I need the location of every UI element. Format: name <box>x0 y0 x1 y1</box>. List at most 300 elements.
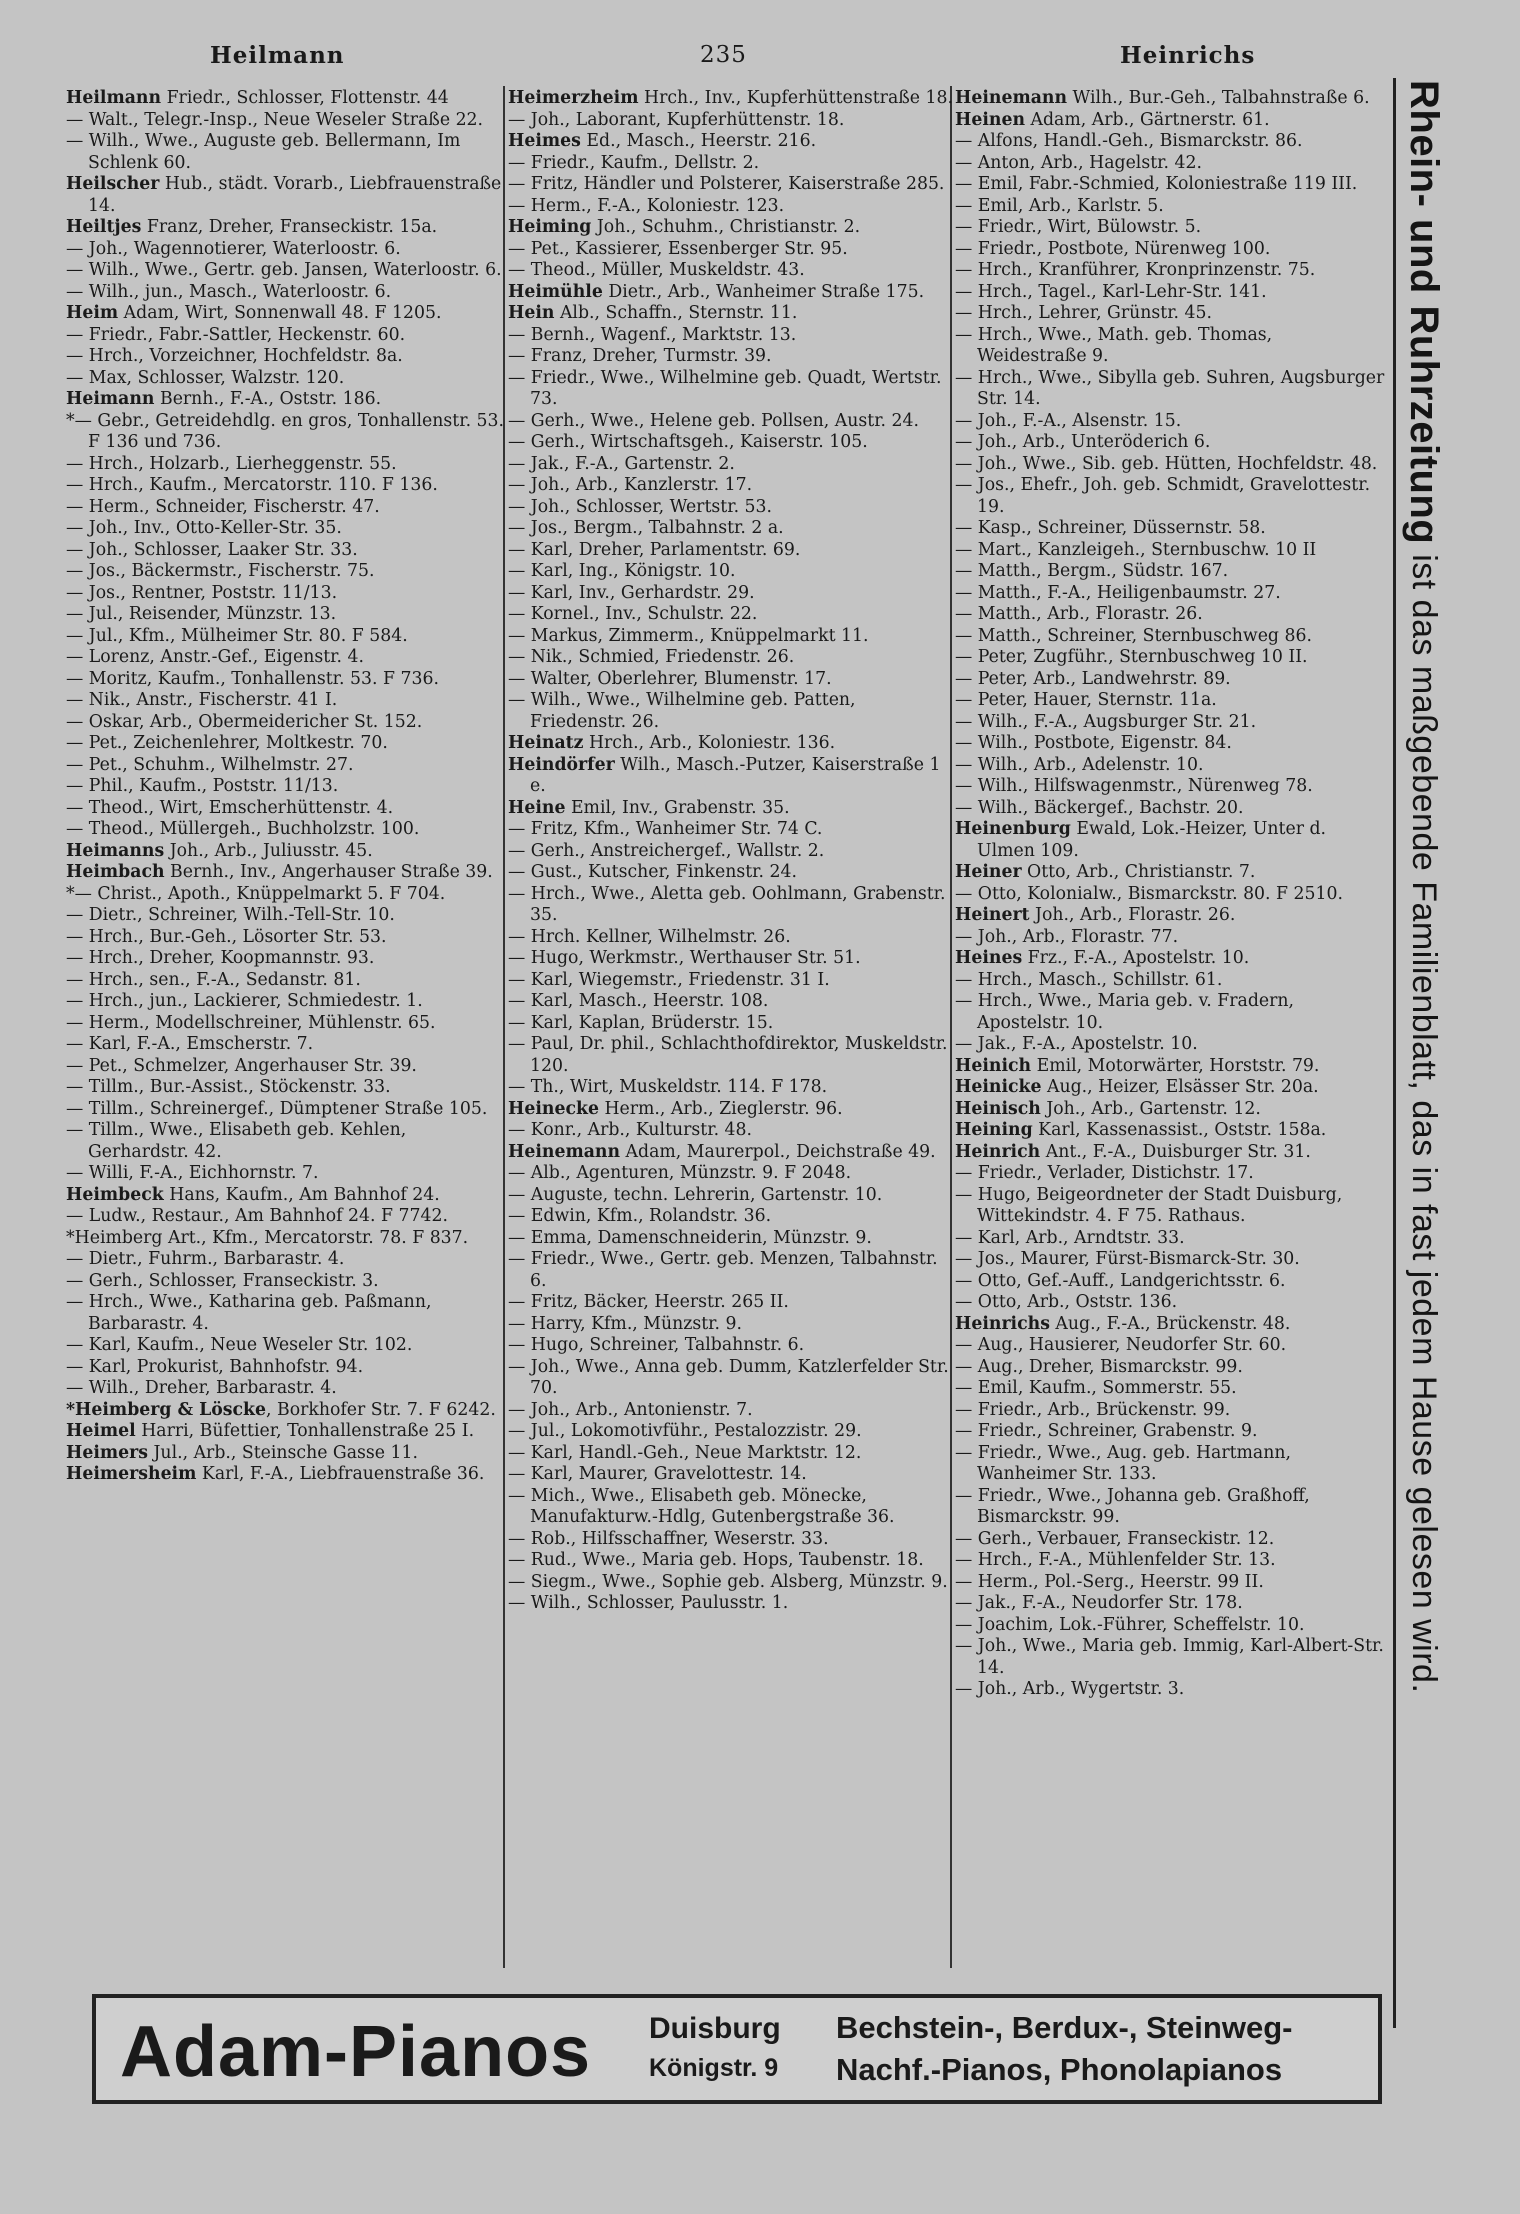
entry-details: — Jul., Kfm., Mülheimer Str. 80. F 584. <box>66 625 408 646</box>
entry-details: — Karl, Arb., Arndtstr. 33. <box>955 1227 1185 1248</box>
running-head-right: Heinrichs <box>1120 42 1256 69</box>
directory-entry <box>508 540 953 562</box>
entry-details: — Hrch. Kellner, Wilhelmstr. 26. <box>508 926 791 947</box>
directory-entry <box>955 970 1385 992</box>
directory-entry <box>66 1421 506 1443</box>
directory-entry <box>508 1206 953 1228</box>
entry-surname: Heimes <box>508 131 581 151</box>
entry-details: — Alfons, Handl.-Geh., Bismarckstr. 86. <box>955 131 1303 151</box>
directory-entry <box>955 88 1385 110</box>
directory-entry <box>66 110 506 132</box>
sidebar-rest: ist das maßgebende Familienblatt, das in fast jedem Hause gelesen wird. <box>1405 544 1443 1694</box>
directory-entry <box>66 1185 506 1207</box>
directory-entry <box>508 368 953 411</box>
entry-details: Otto, Arb., Christianstr. 7. <box>1021 862 1256 882</box>
directory-entry <box>508 1314 953 1336</box>
directory-entry <box>508 1421 953 1443</box>
entry-details: — Pet., Zeichenlehrer, Moltkestr. 70. <box>66 733 388 753</box>
entry-details: — Fritz, Kfm., Wanheimer Str. 74 C. <box>508 819 823 839</box>
directory-entry <box>508 1228 953 1250</box>
entry-details: Aug., Heizer, Elsässer Str. 20a. <box>1041 1077 1319 1097</box>
directory-entry <box>955 1314 1385 1336</box>
directory-entry <box>508 1163 953 1185</box>
entry-details: — Phil., Kaufm., Poststr. 11/13. <box>66 776 339 796</box>
entry-details: — Karl, Wiegemstr., Friedenstr. 31 I. <box>508 969 830 990</box>
entry-surname: Heiming <box>508 217 592 237</box>
directory-entry <box>508 1120 953 1142</box>
directory-entry <box>955 1357 1385 1379</box>
directory-entry <box>508 991 953 1013</box>
directory-entry <box>66 131 506 174</box>
directory-entry <box>508 819 953 841</box>
entry-details: Joh., Schuhm., Christianstr. 2. <box>591 217 861 237</box>
directory-entry <box>66 647 506 669</box>
entry-details: — Theod., Müller, Muskeldstr. 43. <box>508 260 805 280</box>
entry-details: — Friedr., Wwe., Johanna geb. Graßhoff, Bismarckstr. 99. <box>955 1485 1310 1527</box>
entry-details: — Joh., Arb., Unteröderich 6. <box>955 432 1211 452</box>
entry-details: — Wilh., Dreher, Barbarastr. 4. <box>66 1378 337 1398</box>
entry-details: — Pet., Schmelzer, Angerhauser Str. 39. <box>66 1055 417 1076</box>
directory-entry <box>955 862 1385 884</box>
directory-entry <box>955 690 1385 712</box>
directory-entry <box>955 905 1385 927</box>
entry-details: — Wilh., Postbote, Eigenstr. 84. <box>955 733 1232 753</box>
directory-entry <box>508 1185 953 1207</box>
column-3 <box>955 88 1385 1701</box>
entry-details: — Gerh., Wirtschaftsgeh., Kaiserstr. 105. <box>508 432 868 452</box>
entry-details: Ant., F.-A., Duisburger Str. 31. <box>1040 1141 1311 1162</box>
directory-entry <box>66 819 506 841</box>
entry-details: — Wilh., Wwe., Wilhelmine geb. Patten, Friedenstr. 26. <box>508 690 856 732</box>
directory-entry <box>955 583 1385 605</box>
entry-details: — Nik., Schmied, Friedenstr. 26. <box>508 647 795 667</box>
directory-entry <box>66 1271 506 1293</box>
directory-entry <box>66 1077 506 1099</box>
entry-details: Emil, Inv., Grabenstr. 35. <box>565 797 790 818</box>
entry-details: — Siegm., Wwe., Sophie geb. Alsberg, Münzstr. 9. <box>508 1571 948 1592</box>
directory-entry <box>955 1378 1385 1400</box>
entry-details: — Jos., Bäckermstr., Fischerstr. 75. <box>66 561 375 581</box>
entry-details: — Auguste, techn. Lehrerin, Gartenstr. 10. <box>508 1184 883 1205</box>
directory-entry <box>66 368 506 390</box>
entry-surname: Heines <box>955 948 1023 968</box>
entry-details: — Nik., Anstr., Fischerstr. 41 I. <box>66 690 338 710</box>
entry-details: — Hrch., jun., Lackierer, Schmiedestr. 1. <box>66 991 423 1011</box>
entry-details: — Hugo, Werkmstr., Werthauser Str. 51. <box>508 948 861 968</box>
entry-details: Aug., F.-A., Brückenstr. 48. <box>1049 1313 1291 1334</box>
directory-entry <box>955 411 1385 433</box>
directory-entry <box>955 282 1385 304</box>
directory-entry <box>508 1464 953 1486</box>
directory-entry <box>955 1529 1385 1551</box>
directory-entry <box>955 1249 1385 1271</box>
entry-details: — Theod., Müllergeh., Buchholzstr. 100. <box>66 819 420 839</box>
entry-details: — Alb., Agenturen, Münzstr. 9. F 2048. <box>508 1163 852 1183</box>
directory-entry <box>66 1013 506 1035</box>
entry-details: — Joh., Arb., Florastr. 77. <box>955 926 1179 947</box>
ad-city: Duisburg <box>649 2012 781 2045</box>
directory-entry <box>955 626 1385 648</box>
directory-entry <box>508 432 953 454</box>
entry-details: — Karl, Kaplan, Brüderstr. 15. <box>508 1012 774 1033</box>
entry-details: — Hrch., Lehrer, Grünstr. 45. <box>955 303 1213 323</box>
directory-entry <box>508 669 953 691</box>
directory-entry <box>508 1357 953 1400</box>
entry-details: — Karl, Maurer, Gravelottestr. 14. <box>508 1464 807 1484</box>
entry-details: — Wilh., jun., Masch., Waterloostr. 6. <box>66 281 392 302</box>
entry-details: — Emil, Fabr.-Schmied, Koloniestraße 119 III. <box>955 174 1358 194</box>
directory-entry <box>955 1572 1385 1594</box>
entry-details: Ewald, Lok.-Heizer, Unter d. Ulmen 109. <box>977 819 1327 861</box>
directory-entry <box>508 1529 953 1551</box>
directory-entry <box>508 325 953 347</box>
directory-entry <box>508 1572 953 1594</box>
directory-entry <box>66 217 506 239</box>
directory-entry <box>66 540 506 562</box>
entry-details: — Karl, Masch., Heerstr. 108. <box>508 991 769 1011</box>
entry-details: Friedr., Schlosser, Flottenstr. 44 <box>161 88 449 108</box>
entry-details: — Joh., Schlosser, Wertstr. 53. <box>508 496 773 517</box>
entry-surname: Heinemann <box>508 1141 621 1162</box>
directory-entry <box>955 1034 1385 1056</box>
entry-details: — Friedr., Postbote, Nürenweg 100. <box>955 238 1271 259</box>
entry-details: — Tillm., Bur.-Assist., Stöckenstr. 33. <box>66 1077 391 1097</box>
directory-entry <box>66 497 506 519</box>
directory-entry <box>955 1292 1385 1314</box>
entry-details: — Markus, Zimmerm., Knüppelmarkt 11. <box>508 625 869 646</box>
entry-details: Frz., F.-A., Apostelstr. 10. <box>1022 948 1250 968</box>
entry-details: Joh., Arb., Gartenstr. 12. <box>1040 1098 1261 1119</box>
entry-details: — Wilh., F.-A., Augsburger Str. 21. <box>955 711 1257 732</box>
entry-surname: Heim <box>66 303 119 323</box>
entry-details: Wilh., Bur.-Geh., Talbahnstraße 6. <box>1067 88 1370 108</box>
directory-entry <box>66 1120 506 1163</box>
directory-entry <box>66 1056 506 1078</box>
entry-details: Ed., Masch., Heerstr. 216. <box>580 131 817 151</box>
directory-entry <box>66 626 506 648</box>
entry-surname: Heimbach <box>66 862 165 882</box>
directory-entry <box>955 540 1385 562</box>
entry-details: Adam, Wirt, Sonnenwall 48. F 1205. <box>118 303 442 323</box>
entry-details: — Th., Wirt, Muskeldstr. 114. F 178. <box>508 1077 828 1097</box>
directory-entry <box>955 260 1385 282</box>
directory-entry <box>955 1486 1385 1529</box>
directory-entry <box>955 991 1385 1034</box>
directory-entry <box>508 884 953 927</box>
directory-entry <box>66 239 506 261</box>
entry-surname: Heindörfer <box>508 754 615 775</box>
directory-entry <box>955 1400 1385 1422</box>
directory-entry <box>66 1400 506 1422</box>
entry-details: Franz, Dreher, Franseckistr. 15a. <box>141 217 438 237</box>
directory-entry <box>66 927 506 949</box>
directory-entry <box>508 604 953 626</box>
entry-surname: Heilmann <box>66 88 162 108</box>
entry-details: — Otto, Arb., Oststr. 136. <box>955 1292 1178 1312</box>
directory-entry <box>508 1013 953 1035</box>
entry-details: — Friedr., Arb., Brückenstr. 99. <box>955 1399 1231 1420</box>
directory-entry <box>66 282 506 304</box>
entry-details: — Lorenz, Anstr.-Gef., Eigenstr. 4. <box>66 647 364 667</box>
directory-entry <box>508 583 953 605</box>
directory-entry <box>508 1142 953 1164</box>
entry-details: Hub., städt. Vorarb., Liebfrauenstraße 14. <box>88 174 502 216</box>
directory-entry <box>508 346 953 368</box>
entry-surname: Heine <box>508 797 566 818</box>
entry-details: — Herm., Schneider, Fischerstr. 47. <box>66 496 380 517</box>
entry-surname: Heilscher <box>66 174 160 194</box>
entry-surname: Heinemann <box>955 88 1068 108</box>
entry-details: — Wilh., Hilfswagenmstr., Nürenweg 78. <box>955 776 1313 796</box>
entry-details: Karl, F.-A., Liebfrauenstraße 36. <box>196 1464 485 1484</box>
entry-details: — Franz, Dreher, Turmstr. 39. <box>508 346 772 366</box>
directory-entry <box>955 1120 1385 1142</box>
directory-entry <box>955 368 1385 411</box>
entry-details: — Kasp., Schreiner, Düssernstr. 58. <box>955 518 1266 538</box>
directory-entry <box>66 454 506 476</box>
entry-details: *— Christ., Apoth., Knüppelmarkt 5. F 704. <box>66 883 446 904</box>
entry-details: — Emil, Kaufm., Sommerstr. 55. <box>955 1378 1237 1398</box>
entry-details: — Gust., Kutscher, Finkenstr. 24. <box>508 862 797 882</box>
directory-entry <box>66 1378 506 1400</box>
directory-entry <box>66 518 506 540</box>
directory-entry <box>508 841 953 863</box>
entry-surname: Heinisch <box>955 1098 1041 1119</box>
entry-details: — Ludw., Restaur., Am Bahnhof 24. F 7742. <box>66 1206 448 1226</box>
entry-details: — Dietr., Fuhrm., Barbarastr. 4. <box>66 1249 345 1269</box>
entry-details: — Emil, Arb., Karlstr. 5. <box>955 195 1164 216</box>
directory-entry <box>66 1292 506 1335</box>
directory-entry <box>508 153 953 175</box>
directory-entry <box>66 1206 506 1228</box>
entry-details: — Hrch., Wwe., Maria geb. v. Fradern, Apostelstr. 10. <box>955 991 1295 1033</box>
entry-details: — Friedr., Wwe., Aug. geb. Hartmann, Wanheimer Str. 133. <box>955 1442 1291 1484</box>
entry-details: — Hrch., Vorzeichner, Hochfeldstr. 8a. <box>66 346 403 366</box>
directory-entry <box>955 1335 1385 1357</box>
entry-details: — Pet., Kassierer, Essenberger Str. 95. <box>508 238 848 259</box>
directory-entry <box>955 1615 1385 1637</box>
directory-entry <box>508 1443 953 1465</box>
entry-details: — Joh., Wwe., Anna geb. Dumm, Katzlerfelder Str. 70. <box>508 1356 949 1398</box>
column-1 <box>66 88 506 1486</box>
entry-details: — Walter, Oberlehrer, Blumenstr. 17. <box>508 668 832 689</box>
entry-details: — Friedr., Wirt, Bülowstr. 5. <box>955 217 1202 237</box>
entry-details: — Friedr., Fabr.-Sattler, Heckenstr. 60. <box>66 324 406 345</box>
entry-details: — Hrch., Wwe., Katharina geb. Paßmann, Barbarastr. 4. <box>66 1292 432 1334</box>
entry-details: — Karl, Prokurist, Bahnhofstr. 94. <box>66 1356 364 1377</box>
entry-details: — Fritz, Bäcker, Heerstr. 265 II. <box>508 1292 789 1312</box>
directory-entry <box>508 131 953 153</box>
ad-brands-line-2: Nachf.-Pianos, Phonolapianos <box>836 2052 1283 2087</box>
entry-details: — Gerh., Wwe., Helene geb. Pollsen, Austr. 24. <box>508 410 920 431</box>
entry-details: — Wilh., Wwe., Auguste geb. Bellermann, Im Schlenk 60. <box>66 131 461 173</box>
entry-details: — Max, Schlosser, Walzstr. 120. <box>66 367 345 388</box>
entry-details: — Friedr., Wwe., Wilhelmine geb. Quadt, Wertstr. 73. <box>508 367 942 409</box>
directory-entry <box>955 454 1385 476</box>
entry-details: — Wilh., Schlosser, Paulusstr. 1. <box>508 1593 789 1613</box>
entry-details: *— Gebr., Getreidehdlg. en gros, Tonhallenstr. 53. F 136 und 736. <box>66 410 505 452</box>
column-2 <box>508 88 953 1615</box>
directory-entry <box>66 1249 506 1271</box>
entry-details: — Dietr., Schreiner, Wilh.-Tell-Str. 10. <box>66 905 395 925</box>
entry-details: — Joh., Wwe., Sib. geb. Hütten, Hochfeldstr. 48. <box>955 453 1378 474</box>
directory-entry <box>508 1099 953 1121</box>
ad-street: Königstr. 9 <box>649 2054 779 2082</box>
entry-details: — Bernh., Wagenf., Marktstr. 13. <box>508 324 797 345</box>
entry-details: — Fritz, Händler und Polsterer, Kaiserstraße 285. <box>508 174 945 194</box>
directory-entry <box>508 647 953 669</box>
directory-entry <box>66 1357 506 1379</box>
directory-entry <box>508 1034 953 1077</box>
directory-entry <box>66 1464 506 1486</box>
directory-entry <box>955 217 1385 239</box>
entry-details: — Joh., Arb., Kanzlerstr. 17. <box>508 475 753 495</box>
directory-entry <box>508 196 953 218</box>
piano-advert <box>92 1994 1382 2104</box>
entry-details: — Joh., Arb., Wygertstr. 3. <box>955 1679 1185 1699</box>
entry-details: — Jul., Lokomotivführ., Pestalozzistr. 29. <box>508 1421 862 1441</box>
directory-entry <box>66 325 506 347</box>
entry-details: — Theod., Wirt, Emscherhüttenstr. 4. <box>66 797 394 818</box>
directory-entry <box>508 1249 953 1292</box>
directory-entry <box>508 260 953 282</box>
directory-entry <box>955 712 1385 734</box>
entry-surname: Hein <box>508 303 555 323</box>
entry-details: — Aug., Dreher, Bismarckstr. 99. <box>955 1356 1243 1377</box>
entry-details: Jul., Arb., Steinsche Gasse 11. <box>148 1442 418 1463</box>
directory-entry <box>66 583 506 605</box>
entry-surname: Heinen <box>955 109 1026 130</box>
entry-details: — Joh., Inv., Otto-Keller-Str. 35. <box>66 518 342 538</box>
entry-details: — Harry, Kfm., Münzstr. 9. <box>508 1313 743 1334</box>
directory-entry <box>955 1056 1385 1078</box>
directory-entry <box>955 432 1385 454</box>
entry-details: — Oskar, Arb., Obermeidericher St. 152. <box>66 711 423 732</box>
directory-entry <box>508 1486 953 1529</box>
directory-entry <box>955 1271 1385 1293</box>
directory-entry <box>955 798 1385 820</box>
entry-details: Hrch., Inv., Kupferhüttenstraße 18. <box>638 88 953 108</box>
directory-entry <box>508 1077 953 1099</box>
directory-entry <box>955 1077 1385 1099</box>
entry-details: Alb., Schaffn., Sternstr. 11. <box>554 303 798 323</box>
directory-entry <box>955 776 1385 798</box>
directory-entry <box>66 1335 506 1357</box>
entry-surname: Heimanns <box>66 840 165 861</box>
entry-details: — Otto, Kolonialw., Bismarckstr. 80. F 2510. <box>955 883 1343 904</box>
entry-details: Hrch., Arb., Koloniestr. 136. <box>583 733 836 753</box>
directory-entry <box>508 303 953 325</box>
entry-details: — Karl, Ing., Königstr. 10. <box>508 561 736 581</box>
entry-surname: Heimühle <box>508 281 603 302</box>
directory-entry <box>955 475 1385 518</box>
entry-details: — Matth., Bergm., Südstr. 167. <box>955 561 1229 581</box>
entry-details: — Peter, Zugführ., Sternbuschweg 10 II. <box>955 647 1308 667</box>
page-number: 235 <box>700 42 747 68</box>
entry-surname: Heinich <box>955 1055 1032 1076</box>
entry-details: Emil, Motorwärter, Horststr. 79. <box>1031 1055 1320 1076</box>
directory-entry <box>955 1443 1385 1486</box>
directory-entry <box>66 174 506 217</box>
directory-entry <box>955 1550 1385 1572</box>
entry-details: Harri, Büfettier, Tonhallenstraße 25 I. <box>135 1421 475 1441</box>
directory-entry <box>955 1421 1385 1443</box>
entry-details: Adam, Maurerpol., Deichstraße 49. <box>620 1141 936 1162</box>
directory-entry <box>66 669 506 691</box>
directory-entry <box>66 991 506 1013</box>
directory-entry <box>955 733 1385 755</box>
directory-entry <box>955 647 1385 669</box>
entry-details: Joh., Arb., Juliusstr. 45. <box>164 840 373 861</box>
directory-entry <box>66 755 506 777</box>
entry-surname: Heinrich <box>955 1141 1041 1162</box>
directory-entry <box>508 411 953 433</box>
entry-details: Herm., Arb., Zieglerstr. 96. <box>598 1098 843 1119</box>
entry-details: — Joh., Wagennotierer, Waterloostr. 6. <box>66 238 401 259</box>
directory-entry <box>508 1400 953 1422</box>
entry-surname: Heimersheim <box>66 1464 197 1484</box>
directory-entry <box>955 1636 1385 1679</box>
entry-details: — Gerh., Anstreichergef., Wallstr. 2. <box>508 840 825 861</box>
entry-details: — Wilh., Wwe., Gertr. geb. Jansen, Waterloostr. 6. <box>66 260 502 280</box>
entry-details: — Hrch., Masch., Schillstr. 61. <box>955 969 1223 990</box>
entry-details: — Karl, Dreher, Parlamentstr. 69. <box>508 539 801 560</box>
directory-entry <box>955 1142 1385 1164</box>
directory-entry <box>955 1679 1385 1701</box>
directory-entry <box>508 948 953 970</box>
entry-surname: Heinecke <box>508 1098 599 1119</box>
directory-entry <box>955 561 1385 583</box>
directory-entry <box>508 927 953 949</box>
directory-entry <box>66 260 506 282</box>
entry-details: — Peter, Hauer, Sternstr. 11a. <box>955 690 1217 710</box>
entry-surname: *Heimberg & Löscke <box>66 1399 267 1420</box>
directory-entry <box>508 475 953 497</box>
directory-entry <box>955 604 1385 626</box>
directory-entry <box>955 819 1385 862</box>
directory-entry <box>66 411 506 454</box>
entry-details: — Matth., F.-A., Heiligenbaumstr. 27. <box>955 582 1281 603</box>
directory-entry <box>508 282 953 304</box>
directory-entry <box>66 475 506 497</box>
directory-entry <box>955 884 1385 906</box>
entry-details: — Anton, Arb., Hagelstr. 42. <box>955 152 1202 173</box>
entry-details: — Jak., F.-A., Apostelstr. 10. <box>955 1034 1198 1054</box>
directory-entry <box>955 518 1385 540</box>
entry-details: — Mart., Kanzleigeh., Sternbuschw. 10 II <box>955 539 1317 560</box>
directory-entry <box>66 1099 506 1121</box>
ad-brands-line-1: Bechstein-, Berdux-, Steinweg- <box>836 2010 1293 2045</box>
entry-details: Hans, Kaufm., Am Bahnhof 24. <box>163 1184 440 1205</box>
entry-details: — Hrch., Tagel., Karl-Lehr-Str. 141. <box>955 281 1267 302</box>
directory-entry <box>508 626 953 648</box>
directory-entry <box>508 1593 953 1615</box>
entry-details: — Jul., Reisender, Münzstr. 13. <box>66 604 337 624</box>
directory-entry <box>955 948 1385 970</box>
directory-entry <box>955 325 1385 368</box>
entry-surname: Heimers <box>66 1442 149 1463</box>
directory-entry <box>955 131 1385 153</box>
entry-details: — Walt., Telegr.-Insp., Neue Weseler Straße 22. <box>66 109 484 130</box>
entry-details: — Joh., Laborant, Kupferhüttenstr. 18. <box>508 109 845 130</box>
directory-entry <box>66 733 506 755</box>
entry-details: — Otto, Gef.-Auff., Landgerichtsstr. 6. <box>955 1270 1286 1291</box>
directory-entry <box>66 905 506 927</box>
entry-details: — Emma, Damenschneiderin, Münzstr. 9. <box>508 1227 872 1248</box>
running-head-left: Heilmann <box>210 42 345 69</box>
entry-details: Bernh., F.-A., Oststr. 186. <box>154 389 382 409</box>
entry-details: — Hrch., F.-A., Mühlenfelder Str. 13. <box>955 1550 1276 1570</box>
